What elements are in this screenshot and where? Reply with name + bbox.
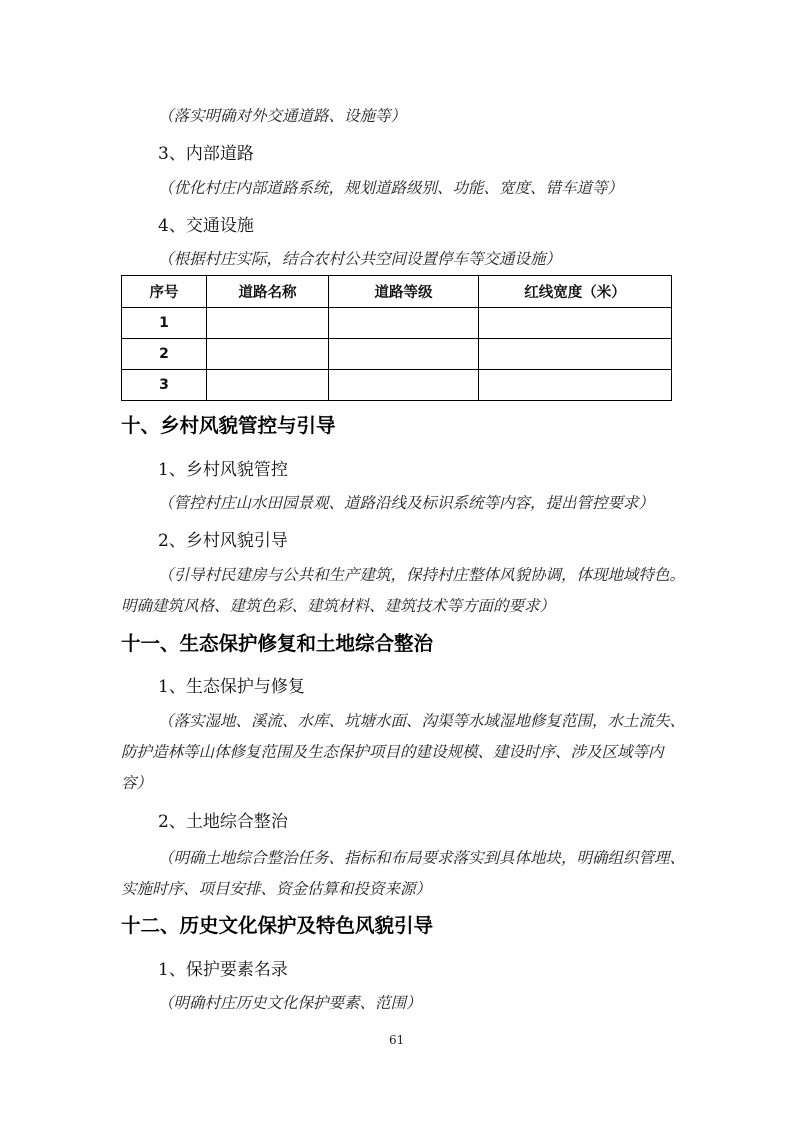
cell-index: 1 [122, 308, 207, 339]
table-row [122, 339, 672, 370]
cell-index: 2 [122, 339, 207, 370]
section-12-1-title: 1、保护要素名录 [158, 960, 288, 980]
table-header-row [122, 276, 672, 308]
cell-road-grade [329, 339, 479, 370]
section-11-1-note-line3: 容） [121, 774, 153, 792]
section-10-heading: 十、乡村风貌管控与引导 [121, 414, 336, 437]
section-10-2-note-line2: 明确建筑风格、建筑色彩、建筑材料、建筑技术等方面的要求） [121, 597, 556, 615]
cell-road-grade [329, 308, 479, 339]
section-11-2-note-line1: （明确土地综合整治任务、指标和布局要求落实到具体地块，明确组织管理、 [158, 849, 686, 867]
cell-road-name [207, 308, 329, 339]
section-11-1-title: 1、生态保护与修复 [158, 677, 305, 697]
header-road-grade: 道路等级 [329, 276, 479, 308]
table-row [122, 308, 672, 339]
top-note: （落实明确对外交通道路、设施等） [158, 107, 407, 125]
header-index: 序号 [122, 276, 207, 308]
road-table [121, 275, 672, 401]
section-10-2-note-line1: （引导村民建房与公共和生产建筑，保持村庄整体风貌协调，体现地域特色。 [158, 566, 686, 584]
cell-red-line-width [479, 308, 672, 339]
cell-road-grade [329, 370, 479, 401]
cell-red-line-width [479, 370, 672, 401]
internal-road-note: （优化村庄内部道路系统，规划道路级别、功能、宽度、错车道等） [158, 179, 624, 197]
section-11-2-title: 2、土地综合整治 [158, 812, 288, 832]
page-number: 61 [389, 1033, 405, 1047]
section-12-heading: 十二、历史文化保护及特色风貌引导 [121, 914, 434, 937]
cell-index: 3 [122, 370, 207, 401]
cell-red-line-width [479, 339, 672, 370]
cell-road-name [207, 370, 329, 401]
section-10-1-title: 1、乡村风貌管控 [158, 460, 288, 480]
section-10-2-title: 2、乡村风貌引导 [158, 531, 288, 551]
traffic-facility-note: （根据村庄实际，结合农村公共空间设置停车等交通设施） [158, 250, 562, 268]
section-11-2-note-line2: 实施时序、项目安排、资金估算和投资来源） [121, 880, 432, 898]
section-10-1-note: （管控村庄山水田园景观、道路沿线及标识系统等内容，提出管控要求） [158, 494, 655, 512]
subsection-traffic-facility-title: 4、交通设施 [158, 216, 254, 236]
subsection-internal-road-title: 3、内部道路 [158, 144, 254, 164]
table-row [122, 370, 672, 401]
section-11-1-note-line2: 防护造林等山体修复范围及生态保护项目的建设规模、建设时序、涉及区域等内 [121, 743, 664, 761]
header-road-name: 道路名称 [207, 276, 329, 308]
section-11-1-note-line1: （落实湿地、溪流、水库、坑塘水面、沟渠等水域湿地修复范围，水土流失、 [158, 712, 686, 730]
section-12-1-note: （明确村庄历史文化保护要素、范围） [158, 994, 422, 1012]
cell-road-name [207, 339, 329, 370]
header-red-line-width: 红线宽度（米） [479, 276, 672, 308]
section-11-heading: 十一、生态保护修复和土地综合整治 [121, 632, 434, 655]
